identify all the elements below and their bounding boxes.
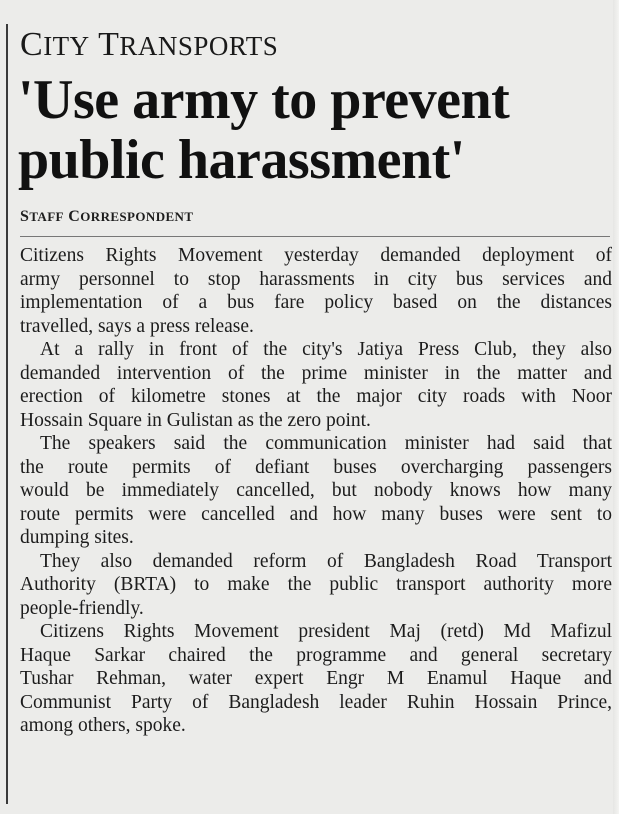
body-line: erection of kilometre stones at the major city roads with Noor (20, 386, 612, 407)
body-line: Authority (BRTA) to make the public transport authority more (20, 574, 612, 595)
byline-initial: S (20, 208, 30, 225)
body-line: The speakers said the communication minister had said that (40, 433, 612, 454)
body-line: Haque Sarkar chaired the programme and general secretary (20, 644, 612, 666)
byline-rest: TAFF (29, 209, 64, 224)
byline-initial: C (68, 208, 81, 225)
byline-rest: ORRESPONDENT (80, 209, 194, 224)
kicker-rest: ITY (43, 31, 90, 61)
article-body (20, 244, 612, 738)
body-line: among others, spoke. (20, 715, 186, 736)
byline-divider (20, 236, 610, 237)
body-line: people-friendly. (20, 597, 144, 619)
body-line: They also demanded reform of Bangladesh Road Transport (40, 550, 612, 572)
body-line: route permits were cancelled and how many buses were sent to (20, 503, 612, 525)
section-kicker (20, 26, 278, 65)
headline-line: public harassment' (18, 129, 465, 191)
body-line: implementation of a bus fare policy based on the distances (20, 292, 612, 313)
body-line: Tushar Rehman, water expert Engr M Enamul Haque and (20, 668, 612, 689)
body-line: army personnel to stop harassments in city bus services and (20, 268, 612, 290)
kicker-initial: C (20, 26, 44, 63)
body-line: Hossain Square in Gulistan as the zero point. (20, 409, 371, 431)
column-rule (6, 24, 8, 804)
body-line: would be immediately cancelled, but nobody knows how many (20, 480, 612, 501)
body-line: demanded intervention of the prime minister in the matter and (20, 362, 612, 384)
body-line: dumping sites. (20, 527, 134, 548)
body-line: travelled, says a press release. (20, 315, 254, 337)
body-line: At a rally in front of the city's Jatiya Press Club, they also (40, 339, 612, 360)
body-line: Citizens Rights Movement yesterday demanded deployment of (20, 245, 612, 266)
byline (20, 207, 193, 227)
body-line: the route permits of defiant buses overcharging passengers (20, 456, 612, 478)
kicker-rest: RANSPORTS (119, 31, 279, 61)
headline (18, 70, 608, 190)
page-edge (613, 0, 619, 814)
body-line: Citizens Rights Movement president Maj (retd) Md Mafizul (40, 621, 612, 642)
kicker-initial: T (98, 26, 120, 63)
body-line: Communist Party of Bangladesh leader Ruhin Hossain Prince, (20, 691, 612, 713)
headline-line: 'Use army to prevent (18, 69, 510, 131)
